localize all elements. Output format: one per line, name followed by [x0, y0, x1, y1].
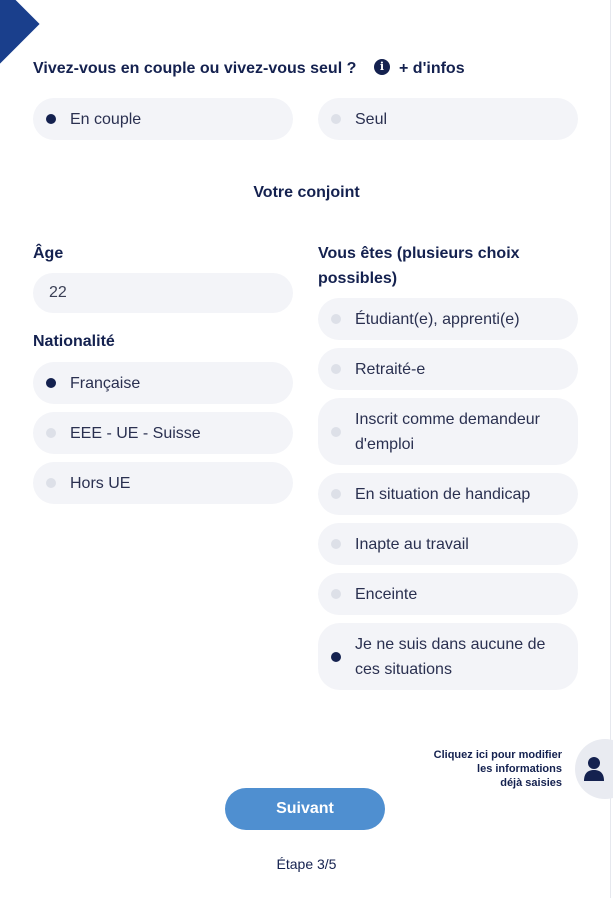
radio-selected-icon	[46, 114, 56, 124]
edit-info-button[interactable]	[575, 739, 613, 799]
option-label-line: Inscrit comme demandeur	[355, 410, 540, 428]
option-label: Seul	[355, 110, 388, 128]
option-label: Étudiant(e), apprenti(e)	[355, 310, 520, 328]
section-title: Votre conjoint	[253, 184, 360, 201]
nationality-label: Nationalité	[33, 333, 115, 350]
status-option-demandeur-emploi[interactable]	[318, 398, 578, 465]
option-en-couple[interactable]	[33, 98, 293, 140]
checkbox-unselected-icon	[331, 314, 341, 324]
option-label: EEE - UE - Suisse	[70, 424, 201, 442]
edit-info-hint-line: les informations	[477, 763, 562, 775]
checkbox-unselected-icon	[331, 364, 341, 374]
edit-info-hint-line: déjà saisies	[500, 777, 562, 789]
edit-info-hint-line: Cliquez ici pour modifier	[433, 749, 562, 761]
radio-selected-icon	[46, 378, 56, 388]
nationality-option-eee[interactable]	[33, 412, 293, 454]
user-icon	[583, 756, 605, 782]
option-label-line: ces situations	[355, 660, 452, 678]
option-label-line: Je ne suis dans aucune de	[355, 635, 546, 653]
status-option-inapte[interactable]	[318, 523, 578, 565]
age-label: Âge	[33, 245, 64, 262]
option-label: En couple	[70, 110, 142, 128]
status-label-line: Vous êtes (plusieurs choix	[318, 245, 520, 262]
status-label	[318, 241, 520, 291]
status-option-enceinte[interactable]	[318, 573, 578, 615]
nationality-option-francaise[interactable]	[33, 362, 293, 404]
checkbox-unselected-icon	[331, 539, 341, 549]
option-label: Française	[70, 374, 141, 392]
step-indicator: Étape 3/5	[276, 856, 337, 872]
status-option-handicap[interactable]	[318, 473, 578, 515]
checkbox-unselected-icon	[331, 427, 341, 437]
option-label: En situation de handicap	[355, 485, 531, 503]
option-seul[interactable]	[318, 98, 578, 140]
nationality-option-hors-ue[interactable]	[33, 462, 293, 504]
checkbox-selected-icon	[331, 652, 341, 662]
question-title: Vivez-vous en couple ou vivez-vous seul ?	[33, 60, 357, 77]
status-label-line: possibles)	[318, 270, 398, 287]
more-info-link[interactable]: + d'infos	[399, 60, 465, 77]
option-label	[355, 407, 540, 457]
info-icon[interactable]: i	[374, 59, 390, 75]
status-option-etudiant[interactable]	[318, 298, 578, 340]
option-label: Enceinte	[355, 585, 418, 603]
radio-unselected-icon	[46, 428, 56, 438]
next-button[interactable]: Suivant	[225, 788, 385, 830]
radio-unselected-icon	[331, 114, 341, 124]
option-label: Inapte au travail	[355, 535, 469, 553]
checkbox-unselected-icon	[331, 589, 341, 599]
checkbox-unselected-icon	[331, 489, 341, 499]
option-label: Hors UE	[70, 474, 131, 492]
status-option-retraite[interactable]	[318, 348, 578, 390]
option-label-line: d'emploi	[355, 435, 415, 453]
status-option-aucune[interactable]	[318, 623, 578, 690]
option-label	[355, 632, 545, 682]
age-input[interactable]	[33, 273, 293, 313]
radio-unselected-icon	[46, 478, 56, 488]
option-label: Retraité-e	[355, 360, 426, 378]
edit-info-hint	[434, 748, 562, 790]
